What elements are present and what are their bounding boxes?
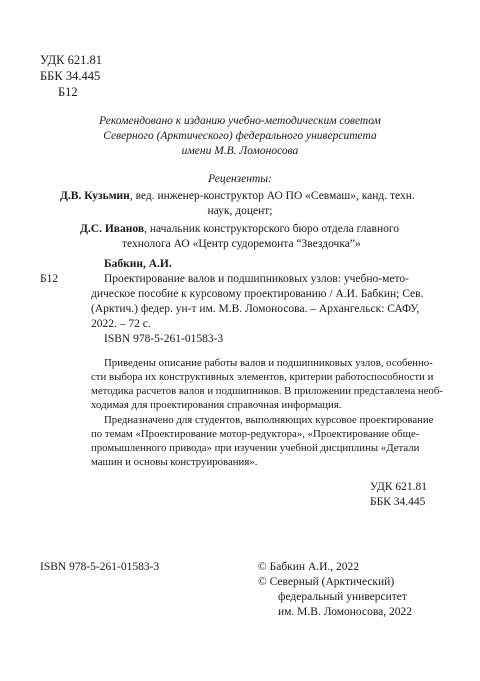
recommendation-line-1: Рекомендовано к изданию учебно-методическим советом	[99, 115, 381, 127]
bibliography-line-4: 2022. – 72 с.	[91, 318, 151, 330]
copyright-university-line-3: им. М.В. Ломоносова, 2022	[278, 606, 412, 618]
bbk-code-bottom: ББК 34.445	[370, 496, 426, 508]
reviewer-2-name: Д.С. Иванов	[80, 223, 145, 235]
bibliography-mark: Б12	[40, 273, 59, 285]
bibliography-line-2: дическое пособие к курсовому проектированию / А.И. Бабкин; Сев.	[91, 288, 424, 300]
reviewer-1	[60, 189, 415, 203]
reviewer-2-line-2: технолога АО «Центр судоремонта “Звездочка”»	[122, 238, 361, 250]
recommendation-line-2: Северного (Арктического) федерального университета	[103, 130, 377, 142]
udk-code: УДК 621.81	[40, 53, 102, 67]
copyright-university: © Северный (Арктический)	[258, 576, 395, 588]
reviewer-2-desc: , начальник конструкторского бюро отдела главного	[144, 223, 400, 235]
copyright-author: © Бабкин А.И., 2022	[258, 561, 360, 573]
bibliography-isbn: ISBN 978-5-261-01583-3	[104, 333, 224, 345]
abstract-p1-line-3: методика расчетов валов и подшипников. В приложении представлена необ-	[91, 385, 443, 397]
abstract-p1-line-4: ходимая для проектирования справочная информация.	[91, 399, 342, 411]
abstract-p1-line-1: Приведены описание работы валов и подшипниковых узлов, особенно-	[104, 357, 433, 369]
reviewer-1-name: Д.В. Кузьмин	[60, 190, 130, 202]
reviewer-2	[80, 222, 399, 236]
reviewer-1-desc: , вед. инженер-конструктор АО ПО «Севмаш», канд. техн.	[129, 190, 415, 202]
abstract-p1-line-2: сти выбора их конструктивных элементов, критерии работоспособности и	[91, 371, 434, 383]
bbk-code: ББК 34.445	[40, 69, 101, 83]
bibliography-author: Бабкин, А.И.	[104, 258, 172, 270]
copyright-university-line-2: федеральный университет	[278, 591, 407, 603]
udk-code-bottom: УДК 621.81	[370, 481, 427, 493]
abstract-p2-line-2: по темам «Проектирование мотор-редуктора», «Проектирование обще-	[91, 428, 420, 440]
abstract-p2-line-1: Предназначено для студентов, выполняющих курсовое проектирование	[104, 414, 434, 426]
reviewers-title: Рецензенты:	[208, 173, 272, 185]
abstract-p2-line-4: машин и основы конструирования».	[91, 456, 258, 468]
abstract-p2-line-3: промышленного привода» при изучении учебной дисциплины «Детали	[91, 442, 420, 454]
author-mark: Б12	[58, 85, 78, 99]
bibliography-line-1: Проектирование валов и подшипниковых узлов: учебно-мето-	[104, 273, 409, 285]
bibliography-line-3: (Арктич.) федер. ун-т им. М.В. Ломоносова. – Архангельск: САФУ,	[91, 303, 420, 315]
reviewer-1-line-2: наук, доцент;	[207, 205, 273, 217]
footer-isbn: ISBN 978-5-261-01583-3	[40, 561, 160, 573]
recommendation-line-3: имени М.В. Ломоносова	[181, 145, 299, 157]
